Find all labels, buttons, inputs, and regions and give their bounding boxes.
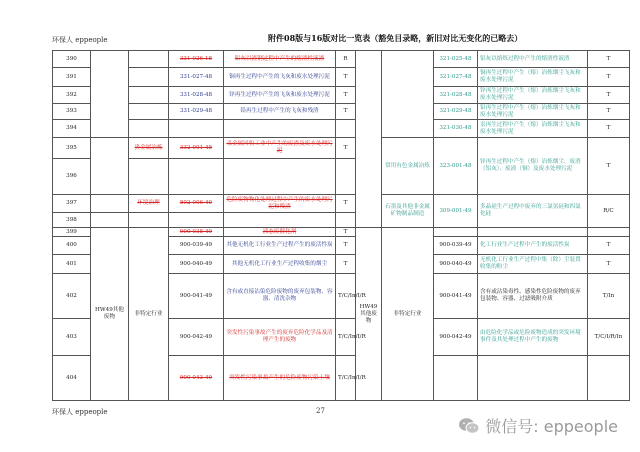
footer-source: 环保人 eppeople <box>52 408 108 416</box>
table-cell <box>91 138 129 195</box>
table-cell <box>336 159 356 195</box>
table-cell: 321-030-48 <box>434 120 478 138</box>
table-cell: T <box>588 138 630 195</box>
table-cell: 900-042-49 <box>169 319 224 356</box>
table-cell: R <box>336 51 356 68</box>
table-cell: 液态废催化剂 <box>224 228 336 237</box>
table-cell: 突发性污染事故产生的危险废物污染土壤 <box>224 356 336 401</box>
table-cell: 397 <box>53 195 91 213</box>
table-cell <box>169 213 224 228</box>
table-cell: T <box>336 68 356 87</box>
table-cell <box>356 51 382 228</box>
table-cell: T/C/In/I/R <box>336 319 356 356</box>
table-cell: 396 <box>53 159 91 195</box>
table-cell: 900-042-49 <box>434 319 478 356</box>
table-cell: 贵金属冶炼 <box>129 138 169 159</box>
table-cell <box>588 356 630 401</box>
table-cell: 900-043-49 <box>169 356 224 401</box>
table-cell: 含有或直接沾染危险废物的废弃包装物、容器、清洗杂物 <box>224 274 336 319</box>
table-cell: 401 <box>53 255 91 274</box>
table-cell: 309-001-49 <box>434 195 478 228</box>
table-cell: 多晶硅生产过程中废弃的三氯氢硅和四氯化硅 <box>478 195 588 228</box>
table-cell <box>478 356 588 401</box>
table-cell: 非特定行业 <box>382 228 434 401</box>
table-cell: 常用有色金属冶炼 <box>382 138 434 195</box>
table-row <box>53 87 630 104</box>
table-cell: 395 <box>53 138 91 159</box>
watermark <box>458 414 618 437</box>
table-cell: R/C <box>588 195 630 228</box>
table-cell <box>129 159 169 195</box>
table-cell: 900-041-49 <box>434 274 478 319</box>
table-cell: 其他无机化工行业生产过程收集的烟尘 <box>224 255 336 274</box>
wechat-icon <box>458 417 480 435</box>
table-row <box>53 195 630 213</box>
table-cell: 900-040-49 <box>434 255 478 274</box>
table-cell: 锌再生过程中产生（熔）冶炼烟尘飞灰和废水处理污泥 <box>478 87 588 104</box>
table-row <box>53 68 630 87</box>
table-cell: 404 <box>53 356 91 401</box>
table-cell: 环境治理 <box>129 195 169 213</box>
table-cell <box>129 87 169 104</box>
table-cell: T <box>588 120 630 138</box>
table-cell <box>129 51 169 68</box>
table-cell <box>91 51 129 138</box>
table-cell: T <box>336 138 356 159</box>
table-row <box>53 228 630 237</box>
table-cell: 321-029-48 <box>434 104 478 120</box>
table-cell: 392 <box>53 87 91 104</box>
table-cell: 非特定行业 <box>129 228 169 401</box>
table-cell: T <box>336 104 356 120</box>
table-cell: T/In <box>588 274 630 319</box>
table-cell: 汞金属回收工业中产生的废渣及废水处理污泥 <box>224 138 336 159</box>
table-cell: 铅再生过程中产生（熔）冶炼烟尘飞灰和废水处理污泥 <box>478 104 588 120</box>
table-cell: T <box>336 195 356 213</box>
table-cell <box>91 195 129 213</box>
table-cell <box>129 104 169 120</box>
table-cell: 400 <box>53 237 91 255</box>
table-cell: 331-028-48 <box>169 87 224 104</box>
table-cell <box>336 213 356 228</box>
table-cell: T <box>588 104 630 120</box>
table-cell: 393 <box>53 104 91 120</box>
page-title: 附件08版与16版对比一览表（豁免目录略，新旧对比无变化的已略去） <box>268 33 523 43</box>
table-cell: 含有或沾染毒性、感染性危险废物的废弃包装物、容器、过滤吸附介质 <box>478 274 588 319</box>
table-cell <box>382 51 434 138</box>
table-cell: 402 <box>53 274 91 319</box>
table-cell: T/C/I/R/In <box>588 319 630 356</box>
table-cell <box>129 120 169 138</box>
table-cell: HW49其他废物 <box>356 228 382 401</box>
table-cell: 900-039-49 <box>434 237 478 255</box>
watermark-text: 微信号: eppeople <box>485 417 618 436</box>
table-cell: T <box>588 237 630 255</box>
table-cell: 332-001-48 <box>169 138 224 159</box>
table-cell: 331-026-18 <box>169 51 224 68</box>
table-cell: T <box>588 68 630 87</box>
table-cell: 900-040-49 <box>169 255 224 274</box>
table-cell: 铅再生过程中产生的飞灰和残渣 <box>224 104 336 120</box>
table-cell <box>434 356 478 401</box>
page-number: 27 <box>316 407 325 415</box>
table-cell: 394 <box>53 120 91 138</box>
table-cell: 其他无机化工行业生产过程产生的废活性炭 <box>224 237 336 255</box>
table-cell <box>91 213 129 228</box>
table-cell <box>224 120 336 138</box>
table-cell: T <box>336 228 356 237</box>
table-cell: 铝灰以熔炼过程中产生的熔渣性液渣 <box>478 51 588 68</box>
table-cell: 321-025-48 <box>434 51 478 68</box>
table-cell <box>224 213 336 228</box>
table-cell: 331-029-48 <box>169 104 224 120</box>
table-cell: 900-039-49 <box>169 237 224 255</box>
table-cell: T <box>336 87 356 104</box>
table-cell: 铜再生过程中产生（熔）冶炼烟尘飞灰和废水处理污泥 <box>478 68 588 87</box>
table-cell: 321-027-48 <box>434 68 478 87</box>
table-cell: T <box>588 255 630 274</box>
table-cell: T <box>588 87 630 104</box>
table-row <box>53 120 630 138</box>
table-cell: 危险废物物化处理过程中产生的废水处理污泥和残渣 <box>224 195 336 213</box>
table-cell: 321-028-48 <box>434 87 478 104</box>
table-cell: HW49其他废物 <box>91 228 129 401</box>
table-cell: 铝灰以渣钢过程中产生的熔渣性液渣 <box>224 51 336 68</box>
table-cell: 390 <box>53 51 91 68</box>
table-cell: 900-038-49 <box>169 228 224 237</box>
header-source: 环保人 eppeople <box>52 36 108 44</box>
table-cell: T/C/In/I/R <box>336 356 356 401</box>
table-cell: 398 <box>53 213 91 228</box>
table-cell: 由危险化学品或危险废物造成的突发环境事件及其处理过程中产生的废物 <box>478 319 588 356</box>
table-cell: 锌再生过程中产生的飞灰和废水处理污泥 <box>224 87 336 104</box>
table-cell: T <box>588 51 630 68</box>
table-cell <box>129 68 169 87</box>
table-cell: 802-006-49 <box>169 195 224 213</box>
table-cell: 化工行业生产过程中产生的废活性炭 <box>478 237 588 255</box>
table-cell <box>478 228 588 237</box>
comparison-table <box>52 50 630 401</box>
table-cell: 石墨及其他非金属矿物制品制造 <box>382 195 434 228</box>
table-cell: 汞再生过程中产生（熔）冶炼烟尘飞灰和废水处理污泥 <box>478 120 588 138</box>
table-cell: 突发性污染事故产生的废弃危险化学品及清理产生的废物 <box>224 319 336 356</box>
table-cell: 无机化工行业生产过程中集（除）尘装置收集的粉尘 <box>478 255 588 274</box>
table-row <box>53 51 630 68</box>
table-cell: T/C/In/I/R <box>336 274 356 319</box>
table-cell <box>129 213 169 228</box>
table-cell: 391 <box>53 68 91 87</box>
table-cell: 铜再生过程中产生的飞灰和废水处理污泥 <box>224 68 336 87</box>
table-cell: T <box>336 237 356 255</box>
table-cell <box>434 228 478 237</box>
table-cell <box>224 159 336 195</box>
table-cell <box>588 228 630 237</box>
table-cell: 331-027-48 <box>169 68 224 87</box>
table-row <box>53 138 630 159</box>
table-row <box>53 104 630 120</box>
table-cell <box>336 120 356 138</box>
table-cell <box>169 120 224 138</box>
table-cell: 900-041-49 <box>169 274 224 319</box>
table-cell: T <box>336 255 356 274</box>
table-cell <box>169 159 224 195</box>
table-cell: 399 <box>53 228 91 237</box>
table-cell: 403 <box>53 319 91 356</box>
table-cell: 323-001-48 <box>434 138 478 195</box>
table-cell: 锌再生过程中产生（熔）冶炼烟尘、废渣（铝灰）、废液（铜）及废水处理污泥 <box>478 138 588 195</box>
